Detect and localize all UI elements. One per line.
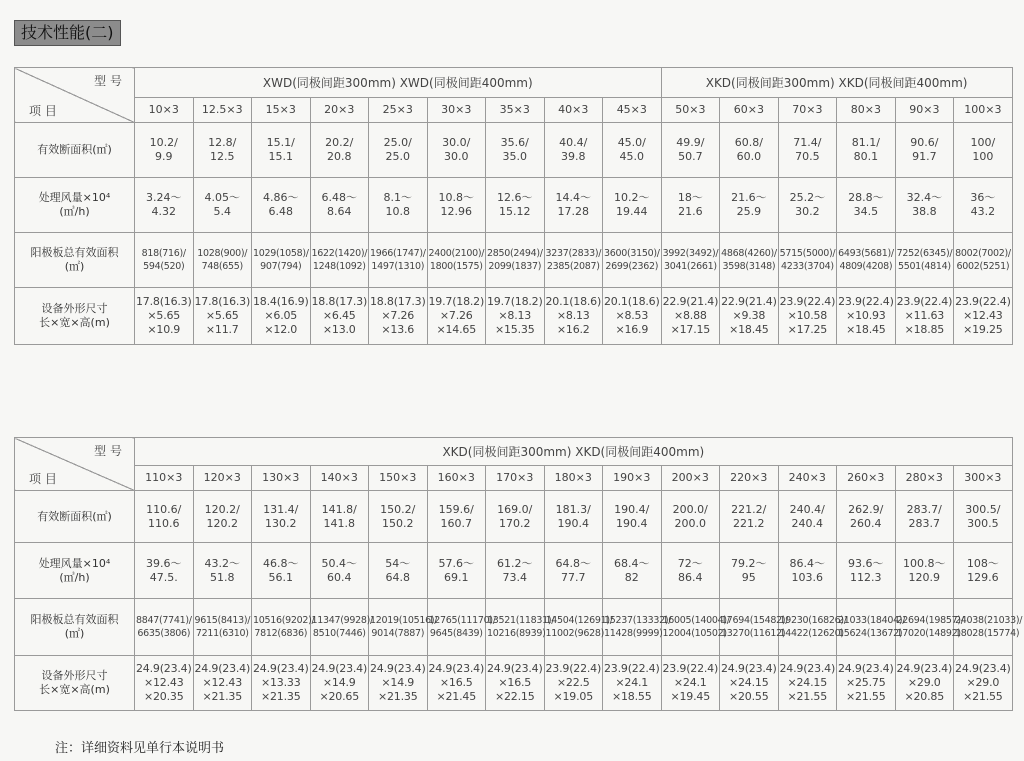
dim-value-cell: 17.8(16.3) ×5.65 ×11.7: [193, 288, 252, 345]
dim-value-cell: 24.9(23.4) ×14.9 ×21.35: [369, 656, 428, 711]
group-header-xkd: XKD(同极间距300mm) XKD(同极间距400mm): [135, 438, 1013, 466]
model-size-cell: 12.5×3: [193, 98, 252, 123]
flow-value-cell: 36～ 43.2: [954, 178, 1013, 233]
flow-value-cell: 61.2～ 73.4: [486, 543, 545, 599]
row-label-flow: 处理风量×10⁴ (㎥/h): [15, 178, 135, 233]
model-size-cell: 180×3: [544, 466, 603, 491]
dim-value-cell: 18.8(17.3) ×6.45 ×13.0: [310, 288, 369, 345]
area-value-cell: 12.8/ 12.5: [193, 123, 252, 178]
group-header-xwd: XWD(同极间距300mm) XWD(同极间距400mm): [135, 68, 662, 98]
area-value-cell: 120.2/ 120.2: [193, 491, 252, 543]
dim-value-cell: 24.9(23.4) ×16.5 ×21.45: [427, 656, 486, 711]
plate-value-cell: 2400(2100)/ 1800(1575): [427, 233, 486, 288]
plate-value-cell: 19230(16826)/ 14422(12620): [778, 599, 837, 656]
plate-value-cell: 12765(11170)/ 9645(8439): [427, 599, 486, 656]
model-size-cell: 150×3: [369, 466, 428, 491]
model-size-cell: 130×3: [252, 466, 311, 491]
plate-value-cell: 22694(19857)/ 17020(14892): [895, 599, 954, 656]
model-size-cell: 80×3: [837, 98, 896, 123]
plate-value-cell: 6493(5681)/ 4809(4208): [837, 233, 896, 288]
area-value-cell: 169.0/ 170.2: [486, 491, 545, 543]
flow-value-cell: 6.48～ 8.64: [310, 178, 369, 233]
dim-value-cell: 19.7(18.2) ×7.26 ×14.65: [427, 288, 486, 345]
flow-value-cell: 18～ 21.6: [661, 178, 720, 233]
plate-value-cell: 11347(9928)/ 8510(7446): [310, 599, 369, 656]
plate-value-cell: 14504(12691)/ 11002(9628): [544, 599, 603, 656]
flow-value-cell: 14.4～ 17.28: [544, 178, 603, 233]
dim-value-cell: 23.9(22.4) ×12.43 ×19.25: [954, 288, 1013, 345]
model-size-cell: 280×3: [895, 466, 954, 491]
model-size-cell: 30×3: [427, 98, 486, 123]
dim-value-cell: 24.9(23.4) ×24.15 ×21.55: [778, 656, 837, 711]
flow-value-cell: 79.2～ 95: [720, 543, 779, 599]
flow-value-cell: 100.8～ 120.9: [895, 543, 954, 599]
row-label-plate: 阳极板总有效面积 (㎡): [15, 233, 135, 288]
area-value-cell: 300.5/ 300.5: [954, 491, 1013, 543]
spec-table-2: [14, 437, 1023, 711]
flow-value-cell: 57.6～ 69.1: [427, 543, 486, 599]
area-value-cell: 262.9/ 260.4: [837, 491, 896, 543]
plate-value-cell: 3600(3150)/ 2699(2362): [603, 233, 662, 288]
model-size-cell: 40×3: [544, 98, 603, 123]
model-size-cell: 170×3: [486, 466, 545, 491]
dim-value-cell: 24.9(23.4) ×12.43 ×21.35: [193, 656, 252, 711]
plate-value-cell: 2850(2494)/ 2099(1837): [486, 233, 545, 288]
dim-value-cell: 20.1(18.6) ×8.53 ×16.9: [603, 288, 662, 345]
dim-value-cell: 23.9(22.4) ×10.58 ×17.25: [778, 288, 837, 345]
area-value-cell: 131.4/ 130.2: [252, 491, 311, 543]
model-size-cell: 20×3: [310, 98, 369, 123]
flow-value-cell: 21.6～ 25.9: [720, 178, 779, 233]
dim-value-cell: 18.8(17.3) ×7.26 ×13.6: [369, 288, 428, 345]
area-value-cell: 81.1/ 80.1: [837, 123, 896, 178]
model-size-cell: 260×3: [837, 466, 896, 491]
plate-value-cell: 15237(13332)/ 11428(9999): [603, 599, 662, 656]
flow-value-cell: 72～ 86.4: [661, 543, 720, 599]
area-value-cell: 60.8/ 60.0: [720, 123, 779, 178]
area-value-cell: 200.0/ 200.0: [661, 491, 720, 543]
dim-value-cell: 24.9(23.4) ×14.9 ×20.65: [310, 656, 369, 711]
area-value-cell: 283.7/ 283.7: [895, 491, 954, 543]
spec-table-1: [14, 67, 1013, 345]
section-title: 技术性能(二): [14, 20, 121, 46]
plate-value-cell: 1029(1058)/ 907(794): [252, 233, 311, 288]
flow-value-cell: 4.05～ 5.4: [193, 178, 252, 233]
flow-value-cell: 4.86～ 6.48: [252, 178, 311, 233]
dim-value-cell: 22.9(21.4) ×9.38 ×18.45: [720, 288, 779, 345]
area-value-cell: 181.3/ 190.4: [544, 491, 603, 543]
model-size-cell: 200×3: [661, 466, 720, 491]
area-value-cell: 25.0/ 25.0: [369, 123, 428, 178]
area-value-cell: 221.2/ 221.2: [720, 491, 779, 543]
flow-value-cell: 93.6～ 112.3: [837, 543, 896, 599]
area-value-cell: 40.4/ 39.8: [544, 123, 603, 178]
flow-value-cell: 46.8～ 56.1: [252, 543, 311, 599]
area-value-cell: 71.4/ 70.5: [778, 123, 837, 178]
plate-value-cell: 17694(15482)/ 13270(11612): [720, 599, 779, 656]
flow-value-cell: 28.8～ 34.5: [837, 178, 896, 233]
model-size-row: [15, 98, 1013, 123]
model-size-cell: 240×3: [778, 466, 837, 491]
model-size-cell: 140×3: [310, 466, 369, 491]
dim-value-cell: 23.9(22.4) ×11.63 ×18.85: [895, 288, 954, 345]
model-size-cell: 220×3: [720, 466, 779, 491]
model-size-cell: 15×3: [252, 98, 311, 123]
dim-value-cell: 24.9(23.4) ×16.5 ×22.15: [486, 656, 545, 711]
flow-value-cell: 39.6～ 47.5.: [135, 543, 194, 599]
dim-value-cell: 24.9(23.4) ×29.0 ×21.55: [954, 656, 1013, 711]
area-value-cell: 240.4/ 240.4: [778, 491, 837, 543]
flow-value-cell: 10.2～ 19.44: [603, 178, 662, 233]
model-size-cell: 300×3: [954, 466, 1013, 491]
plate-value-cell: 13521(11831)/ 10216(8939): [486, 599, 545, 656]
plate-value-cell: 9615(8413)/ 7211(6310): [193, 599, 252, 656]
plate-value-cell: 8002(7002)/ 6002(5251): [954, 233, 1013, 288]
area-value-cell: 30.0/ 30.0: [427, 123, 486, 178]
plate-value-cell: 10516(9202)/ 7812(6836): [252, 599, 311, 656]
dim-value-cell: 23.9(22.4) ×24.1 ×18.55: [603, 656, 662, 711]
plate-value-cell: 24038(21033)/ 18028(15774): [954, 599, 1013, 656]
corner-model-label: 型 号: [94, 74, 122, 88]
model-size-row: [15, 466, 1013, 491]
plate-value-cell: 818(716)/ 594(520): [135, 233, 194, 288]
row-label-dim: 设备外形尺寸 长×宽×高(m): [15, 288, 135, 345]
flow-value-cell: 54～ 64.8: [369, 543, 428, 599]
model-size-cell: 50×3: [661, 98, 720, 123]
model-size-cell: 45×3: [603, 98, 662, 123]
dim-value-cell: 23.9(22.4) ×10.93 ×18.45: [837, 288, 896, 345]
plate-value-cell: 4868(4260)/ 3598(3148): [720, 233, 779, 288]
flow-value-cell: 32.4～ 38.8: [895, 178, 954, 233]
footnote: 注：详细资料见单行本说明书: [55, 741, 225, 756]
flow-value-cell: 8.1～ 10.8: [369, 178, 428, 233]
area-value-cell: 190.4/ 190.4: [603, 491, 662, 543]
plate-value-cell: 21033(18404)/ 15624(13672): [837, 599, 896, 656]
area-value-cell: 45.0/ 45.0: [603, 123, 662, 178]
plate-value-cell: 3237(2833)/ 2385(2087): [544, 233, 603, 288]
plate-value-cell: 12019(10516)/ 9014(7887): [369, 599, 428, 656]
plate-value-cell: 1028(900)/ 748(655): [193, 233, 252, 288]
dim-value-cell: 17.8(16.3) ×5.65 ×10.9: [135, 288, 194, 345]
model-size-cell: 190×3: [603, 466, 662, 491]
area-value-cell: 150.2/ 150.2: [369, 491, 428, 543]
model-size-cell: 160×3: [427, 466, 486, 491]
area-value-cell: 20.2/ 20.8: [310, 123, 369, 178]
flow-value-cell: 25.2～ 30.2: [778, 178, 837, 233]
model-size-cell: 110×3: [135, 466, 194, 491]
flow-value-cell: 43.2～ 51.8: [193, 543, 252, 599]
model-size-cell: 120×3: [193, 466, 252, 491]
plate-value-cell: 8847(7741)/ 6635(3806): [135, 599, 194, 656]
flow-value-cell: 108～ 129.6: [954, 543, 1013, 599]
plate-value-cell: 1622(1420)/ 1248(1092): [310, 233, 369, 288]
plate-value-cell: 5715(5000)/ 4233(3704): [778, 233, 837, 288]
dim-value-cell: 20.1(18.6) ×8.13 ×16.2: [544, 288, 603, 345]
corner-item-label: 项 目: [29, 104, 57, 118]
plate-value-cell: 16005(14004)/ 12004(10502): [661, 599, 720, 656]
area-value-cell: 35.6/ 35.0: [486, 123, 545, 178]
flow-value-cell: 50.4～ 60.4: [310, 543, 369, 599]
corner-item-label: 项 目: [29, 472, 57, 486]
flow-value-cell: 10.8～ 12.96: [427, 178, 486, 233]
model-size-cell: 70×3: [778, 98, 837, 123]
dim-value-cell: 23.9(22.4) ×24.1 ×19.45: [661, 656, 720, 711]
area-value-cell: 15.1/ 15.1: [252, 123, 311, 178]
dim-value-cell: 18.4(16.9) ×6.05 ×12.0: [252, 288, 311, 345]
row-label-plate: 阳极板总有效面积 (㎡): [15, 599, 135, 656]
model-size-cell: 90×3: [895, 98, 954, 123]
group-header-xkd: XKD(同极间距300mm) XKD(同极间距400mm): [661, 68, 1012, 98]
model-size-cell: 60×3: [720, 98, 779, 123]
row-label-dim: 设备外形尺寸 长×宽×高(m): [15, 656, 135, 711]
model-size-cell: 10×3: [135, 98, 194, 123]
row-label-flow: 处理风量×10⁴ (㎥/h): [15, 543, 135, 599]
area-value-cell: 90.6/ 91.7: [895, 123, 954, 178]
flow-value-cell: 86.4～ 103.6: [778, 543, 837, 599]
flow-value-cell: 12.6～ 15.12: [486, 178, 545, 233]
area-value-cell: 100/ 100: [954, 123, 1013, 178]
row-label-area: 有效断面积(㎡): [15, 123, 135, 178]
area-value-cell: 49.9/ 50.7: [661, 123, 720, 178]
flow-value-cell: 64.8～ 77.7: [544, 543, 603, 599]
dim-value-cell: 24.9(23.4) ×24.15 ×20.55: [720, 656, 779, 711]
dim-value-cell: 23.9(22.4) ×22.5 ×19.05: [544, 656, 603, 711]
dim-value-cell: 24.9(23.4) ×25.75 ×21.55: [837, 656, 896, 711]
flow-value-cell: 68.4～ 82: [603, 543, 662, 599]
plate-value-cell: 7252(6345)/ 5501(4814): [895, 233, 954, 288]
dim-value-cell: 24.9(23.4) ×12.43 ×20.35: [135, 656, 194, 711]
corner-model-label: 型 号: [94, 444, 122, 458]
flow-value-cell: 3.24～ 4.32: [135, 178, 194, 233]
area-value-cell: 159.6/ 160.7: [427, 491, 486, 543]
model-size-cell: 25×3: [369, 98, 428, 123]
table-corner-header: [15, 68, 135, 123]
model-size-cell: 100×3: [954, 98, 1013, 123]
area-value-cell: 10.2/ 9.9: [135, 123, 194, 178]
dim-value-cell: 19.7(18.2) ×8.13 ×15.35: [486, 288, 545, 345]
dim-value-cell: 22.9(21.4) ×8.88 ×17.15: [661, 288, 720, 345]
dim-value-cell: 24.9(23.4) ×29.0 ×20.85: [895, 656, 954, 711]
row-label-area: 有效断面积(㎡): [15, 491, 135, 543]
dim-value-cell: 24.9(23.4) ×13.33 ×21.35: [252, 656, 311, 711]
table-corner-header: [15, 438, 135, 491]
area-value-cell: 110.6/ 110.6: [135, 491, 194, 543]
area-value-cell: 141.8/ 141.8: [310, 491, 369, 543]
model-size-cell: 35×3: [486, 98, 545, 123]
plate-value-cell: 1966(1747)/ 1497(1310): [369, 233, 428, 288]
plate-value-cell: 3992(3492)/ 3041(2661): [661, 233, 720, 288]
